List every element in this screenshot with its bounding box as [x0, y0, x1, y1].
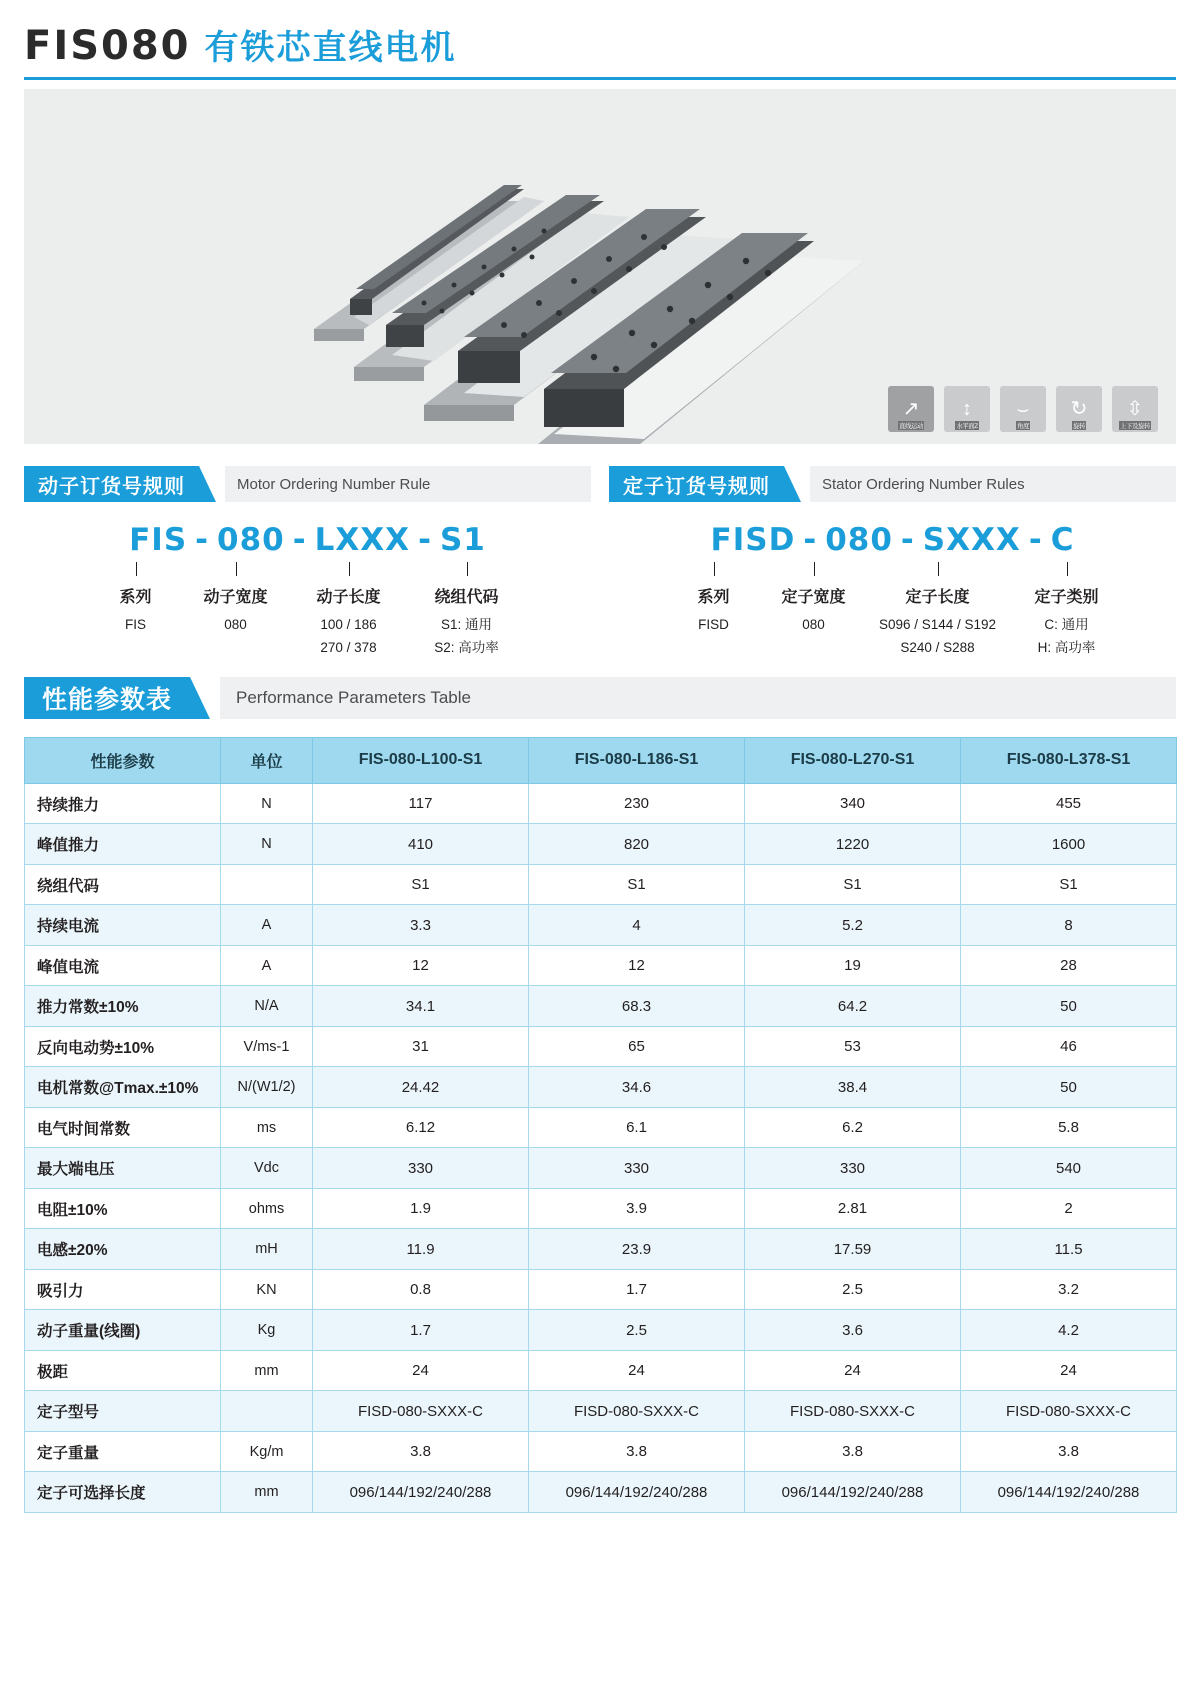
rotation-icon	[1056, 386, 1102, 432]
cell-parameter-name: 持续推力	[25, 783, 221, 824]
motor-legend-winding-value-2: S2: 高功率	[434, 639, 499, 655]
motor-legend-winding-label: 绕组代码	[434, 589, 499, 606]
cell-value: 5.8	[961, 1107, 1177, 1148]
cell-value: 0.8	[313, 1269, 529, 1310]
stator-order-code	[609, 522, 1176, 558]
up-down-rotate-glyph: ⇳	[1126, 398, 1144, 420]
cell-value: 11.5	[961, 1229, 1177, 1270]
stator-ordering-banner	[609, 466, 1176, 502]
motor-legend-winding	[408, 562, 526, 659]
motor-code-legend	[24, 562, 591, 659]
cell-value: 3.8	[745, 1431, 961, 1472]
cell-value: 096/144/192/240/288	[313, 1472, 529, 1513]
table-row	[25, 1229, 1177, 1270]
cell-value: 34.6	[529, 1067, 745, 1108]
leader-line	[938, 562, 939, 576]
motor-ordering-title-en: Motor Ordering Number Rule	[225, 466, 591, 502]
horizontal-plane-caption: 水平面Z	[956, 423, 978, 430]
stator-code-token-width: 080	[825, 522, 893, 558]
motor-ordering-banner	[24, 466, 591, 502]
cell-value: 3.6	[745, 1310, 961, 1351]
cell-parameter-name: 反向电动势±10%	[25, 1026, 221, 1067]
cell-parameter-name: 峰值推力	[25, 824, 221, 865]
motor-ordering-block	[24, 466, 591, 659]
cell-parameter-name: 动子重量(线圈)	[25, 1310, 221, 1351]
ordering-rules-section	[24, 466, 1176, 659]
cell-value: 117	[313, 783, 529, 824]
table-row	[25, 945, 1177, 986]
cell-parameter-name: 持续电流	[25, 905, 221, 946]
leader-line	[1067, 562, 1068, 576]
stator-ordering-title-cn: 定子订货号规则	[609, 466, 784, 502]
cell-value: 3.8	[313, 1431, 529, 1472]
motor-legend-winding-value-1: S1: 通用	[440, 617, 492, 632]
motor-code-token-width: 080	[217, 522, 285, 558]
cell-value: 12	[313, 945, 529, 986]
rotation-caption: 旋转	[1073, 423, 1085, 430]
cell-parameter-name: 最大端电压	[25, 1148, 221, 1189]
performance-table-wrapper	[24, 737, 1176, 1513]
cell-value: 50	[961, 1067, 1177, 1108]
cell-unit: V/ms-1	[221, 1026, 313, 1067]
motor-legend-series-value: FIS	[124, 617, 146, 632]
cell-value: 53	[745, 1026, 961, 1067]
linear-motion-icon	[888, 386, 934, 432]
cell-unit: A	[221, 945, 313, 986]
table-row	[25, 1067, 1177, 1108]
cell-value: 3.2	[961, 1269, 1177, 1310]
cell-value: 820	[529, 824, 745, 865]
cell-value: 455	[961, 783, 1177, 824]
cell-parameter-name: 吸引力	[25, 1269, 221, 1310]
cell-value: 64.2	[745, 986, 961, 1027]
stator-legend-type-value-2: H: 高功率	[1037, 639, 1096, 655]
table-row	[25, 1310, 1177, 1351]
table-row	[25, 783, 1177, 824]
table-row	[25, 1472, 1177, 1513]
cell-unit: Kg	[221, 1310, 313, 1351]
stator-ordering-block	[609, 466, 1176, 659]
motor-legend-width	[182, 562, 290, 659]
table-row	[25, 986, 1177, 1027]
cell-value: 3.8	[961, 1431, 1177, 1472]
cell-value: FISD-080-SXXX-C	[961, 1391, 1177, 1432]
cell-parameter-name: 极距	[25, 1350, 221, 1391]
motor-legend-length-label: 动子长度	[316, 589, 381, 606]
stator-legend-length-value-1: S096 / S144 / S192	[878, 617, 997, 632]
cell-unit: Kg/m	[221, 1431, 313, 1472]
motion-type-icon-group	[888, 386, 1158, 432]
cell-unit	[221, 1391, 313, 1432]
table-row	[25, 1148, 1177, 1189]
rotation-glyph: ↻	[1070, 398, 1088, 420]
cell-value: 340	[745, 783, 961, 824]
cell-unit: N/(W1/2)	[221, 1067, 313, 1108]
cell-value: 230	[529, 783, 745, 824]
product-image	[24, 89, 1176, 444]
angle-glyph: ⌣	[1016, 398, 1030, 420]
cell-value: 65	[529, 1026, 745, 1067]
stator-legend-series-label: 系列	[697, 589, 730, 606]
performance-title-en: Performance Parameters Table	[220, 677, 1176, 719]
motor-legend-length-value-1: 100 / 186	[320, 617, 377, 632]
cell-value: S1	[961, 864, 1177, 905]
motor-code-token-winding: S1	[439, 522, 486, 558]
cell-value: FISD-080-SXXX-C	[745, 1391, 961, 1432]
cell-value: 1220	[745, 824, 961, 865]
cell-parameter-name: 电气时间常数	[25, 1107, 221, 1148]
cell-value: 11.9	[313, 1229, 529, 1270]
performance-title-cn: 性能参数表	[24, 677, 190, 719]
motor-code-token-length: LXXX	[314, 522, 411, 558]
motor-legend-length	[290, 562, 408, 659]
cell-value: 4	[529, 905, 745, 946]
cell-value: 096/144/192/240/288	[529, 1472, 745, 1513]
cell-value: 330	[529, 1148, 745, 1189]
cell-value: 2	[961, 1188, 1177, 1229]
table-row	[25, 1391, 1177, 1432]
cell-parameter-name: 绕组代码	[25, 864, 221, 905]
table-row	[25, 905, 1177, 946]
horizontal-plane-glyph: ↕	[962, 398, 972, 420]
stator-legend-type	[1012, 562, 1122, 659]
leader-line	[714, 562, 715, 576]
stator-ordering-title-en: Stator Ordering Number Rules	[810, 466, 1176, 502]
cell-unit: KN	[221, 1269, 313, 1310]
cell-value: S1	[313, 864, 529, 905]
cell-value: 1.9	[313, 1188, 529, 1229]
cell-value: FISD-080-SXXX-C	[529, 1391, 745, 1432]
cell-value: 19	[745, 945, 961, 986]
cell-value: 3.9	[529, 1188, 745, 1229]
cell-value: 23.9	[529, 1229, 745, 1270]
cell-value: 3.8	[529, 1431, 745, 1472]
stator-legend-series-value: FISD	[698, 617, 729, 632]
page-title-chinese: 有铁芯直线电机	[204, 29, 457, 67]
cell-value: 17.59	[745, 1229, 961, 1270]
leader-line	[814, 562, 815, 576]
cell-parameter-name: 峰值电流	[25, 945, 221, 986]
cell-parameter-name: 定子型号	[25, 1391, 221, 1432]
cell-value: 34.1	[313, 986, 529, 1027]
cell-value: 24	[313, 1350, 529, 1391]
cell-value: 68.3	[529, 986, 745, 1027]
cell-parameter-name: 电机常数@Tmax.±10%	[25, 1067, 221, 1108]
cell-value: 24	[961, 1350, 1177, 1391]
cell-value: 46	[961, 1026, 1177, 1067]
table-row	[25, 1350, 1177, 1391]
horizontal-plane-icon	[944, 386, 990, 432]
stator-code-legend	[609, 562, 1176, 659]
cell-unit: N	[221, 824, 313, 865]
motor-legend-series	[90, 562, 182, 659]
cell-unit: ohms	[221, 1188, 313, 1229]
stator-legend-length	[864, 562, 1012, 659]
table-row	[25, 1431, 1177, 1472]
cell-value: S1	[529, 864, 745, 905]
cell-value: 2.5	[745, 1269, 961, 1310]
angle-icon	[1000, 386, 1046, 432]
performance-banner	[24, 677, 1176, 719]
cell-value: 330	[313, 1148, 529, 1189]
cell-unit: mm	[221, 1472, 313, 1513]
page-title	[24, 0, 1176, 80]
performance-table-body	[25, 783, 1177, 1512]
linear-motion-caption: 直线运动	[899, 423, 923, 430]
angle-caption: 角度	[1017, 423, 1029, 430]
table-row	[25, 824, 1177, 865]
col-header-l270: FIS-080-L270-S1	[745, 737, 961, 783]
cell-value: 24.42	[313, 1067, 529, 1108]
cell-value: 410	[313, 824, 529, 865]
cell-value: 8	[961, 905, 1177, 946]
table-row	[25, 1188, 1177, 1229]
cell-value: 12	[529, 945, 745, 986]
cell-parameter-name: 电阻±10%	[25, 1188, 221, 1229]
stator-legend-width-value: 080	[802, 617, 825, 632]
stator-code-token-length: SXXX	[922, 522, 1021, 558]
motor-order-code	[24, 522, 591, 558]
leader-line	[349, 562, 350, 576]
cell-unit: mm	[221, 1350, 313, 1391]
motor-code-sep-3: -	[418, 522, 432, 558]
stator-legend-width-label: 定子宽度	[781, 589, 846, 606]
up-down-rotate-icon	[1112, 386, 1158, 432]
table-row	[25, 1107, 1177, 1148]
leader-line	[467, 562, 468, 576]
cell-parameter-name: 定子可选择长度	[25, 1472, 221, 1513]
cell-value: 28	[961, 945, 1177, 986]
cell-parameter-name: 定子重量	[25, 1431, 221, 1472]
motor-code-sep-2: -	[292, 522, 307, 558]
table-header-row	[25, 737, 1177, 783]
cell-unit: Vdc	[221, 1148, 313, 1189]
cell-value: 540	[961, 1148, 1177, 1189]
stator-legend-type-value-1: C: 通用	[1044, 617, 1089, 632]
stator-code-sep-3: -	[1028, 522, 1043, 558]
cell-unit: A	[221, 905, 313, 946]
motor-ordering-title-cn: 动子订货号规则	[24, 466, 199, 502]
stator-legend-width	[764, 562, 864, 659]
motor-legend-length-value-2: 270 / 378	[320, 639, 377, 655]
cell-unit: mH	[221, 1229, 313, 1270]
cell-value: 096/144/192/240/288	[745, 1472, 961, 1513]
stator-legend-series	[664, 562, 764, 659]
cell-unit: N/A	[221, 986, 313, 1027]
cell-unit: ms	[221, 1107, 313, 1148]
stator-legend-length-label: 定子长度	[905, 589, 970, 606]
motor-code-token-series: FIS	[129, 522, 188, 558]
cell-value: 6.12	[313, 1107, 529, 1148]
cell-unit	[221, 864, 313, 905]
cell-value: 24	[745, 1350, 961, 1391]
linear-motion-glyph: ↗	[902, 398, 920, 420]
performance-table-head	[25, 737, 1177, 783]
cell-value: 6.1	[529, 1107, 745, 1148]
cell-parameter-name: 电感±20%	[25, 1229, 221, 1270]
stator-code-sep-1: -	[803, 522, 818, 558]
cell-value: 50	[961, 986, 1177, 1027]
col-header-l100: FIS-080-L100-S1	[313, 737, 529, 783]
col-header-unit: 单位	[221, 737, 313, 783]
table-row	[25, 1026, 1177, 1067]
cell-value: 3.3	[313, 905, 529, 946]
cell-value: 38.4	[745, 1067, 961, 1108]
leader-line	[136, 562, 137, 576]
performance-table	[24, 737, 1177, 1513]
cell-value: 24	[529, 1350, 745, 1391]
leader-line	[236, 562, 237, 576]
up-down-rotate-caption: 上下及旋转	[1120, 423, 1150, 430]
motor-legend-width-value: 080	[224, 617, 247, 632]
col-header-l186: FIS-080-L186-S1	[529, 737, 745, 783]
stator-legend-length-value-2: S240 / S288	[900, 639, 975, 655]
cell-value: 1.7	[313, 1310, 529, 1351]
cell-value: 1.7	[529, 1269, 745, 1310]
cell-value: 2.81	[745, 1188, 961, 1229]
stator-code-sep-2: -	[900, 522, 915, 558]
cell-unit: N	[221, 783, 313, 824]
page-title-model: FIS080	[24, 23, 191, 69]
table-row	[25, 864, 1177, 905]
col-header-param: 性能参数	[25, 737, 221, 783]
col-header-l378: FIS-080-L378-S1	[961, 737, 1177, 783]
cell-value: FISD-080-SXXX-C	[313, 1391, 529, 1432]
motor-legend-series-label: 系列	[119, 589, 152, 606]
cell-parameter-name: 推力常数±10%	[25, 986, 221, 1027]
motor-code-sep-1: -	[195, 522, 210, 558]
motor-legend-width-label: 动子宽度	[203, 589, 268, 606]
cell-value: S1	[745, 864, 961, 905]
cell-value: 330	[745, 1148, 961, 1189]
cell-value: 6.2	[745, 1107, 961, 1148]
cell-value: 4.2	[961, 1310, 1177, 1351]
stator-code-token-series: FISD	[710, 522, 796, 558]
table-row	[25, 1269, 1177, 1310]
cell-value: 31	[313, 1026, 529, 1067]
stator-legend-type-label: 定子类别	[1034, 589, 1099, 606]
cell-value: 5.2	[745, 905, 961, 946]
stator-code-token-type: C	[1050, 522, 1075, 558]
cell-value: 096/144/192/240/288	[961, 1472, 1177, 1513]
cell-value: 1600	[961, 824, 1177, 865]
cell-value: 2.5	[529, 1310, 745, 1351]
